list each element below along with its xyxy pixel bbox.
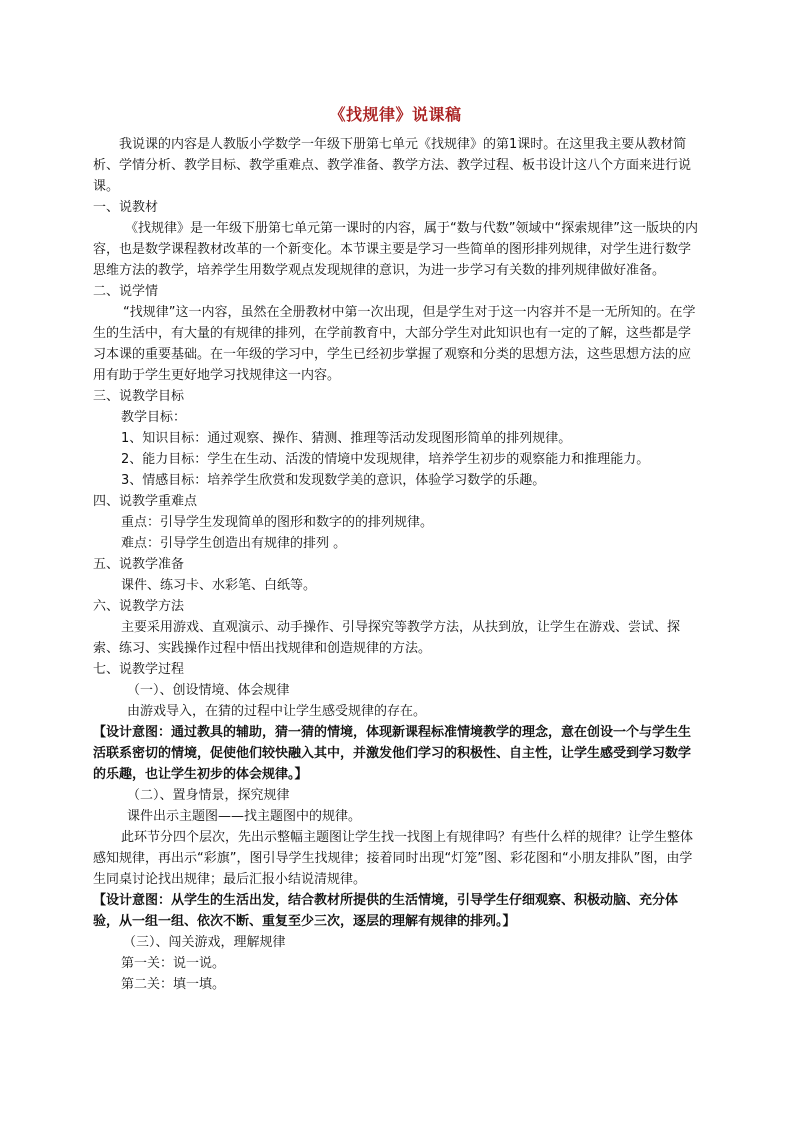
section-heading-preparation: 五、说教学准备 (93, 557, 185, 572)
design-intent-1: 【设计意图：通过教具的辅助，猜一猜的情境，体现新课程标准情境教学的理念，意在创设一个与学生生活联系密切的情境，促使他们较快融入其中，并激发他们学习的积极性、自主性，让学生感受到学习数学的乐趣，也让学生初步的体会规律。】 (93, 725, 692, 782)
methods-paragraph: 主要采用游戏、直观演示、动手操作、引导探究等教学方法，从扶到放，让学生在游戏、尝试、探索、练习、实践操作过程中悟出找规律和创造规律的方法。 (93, 620, 681, 656)
process-text-2: 课件出示主题图——找主题图中的规律。 (127, 809, 362, 824)
section-heading-student-analysis: 二、说学情 (93, 284, 159, 299)
game-level-2: 第二关：填一填。 (121, 977, 226, 992)
teaching-goals-label: 教学目标： (121, 410, 187, 425)
section-heading-key-points: 四、说教学重难点 (93, 494, 198, 509)
section-heading-process: 七、说教学过程 (93, 662, 185, 677)
difficult-point: 难点：引导学生创造出有规律的排列 。 (121, 536, 347, 551)
teaching-material-paragraph: 《找规律》是一年级下册第七单元第一课时的内容，属于“数与代数”领域中“探索规律”这一版块的内容，也是数学课程教材改革的一个新变化。本节课主要是学习一些简单的图形排列规律，对学生进行数学思维方法的教学，培养学生用数学观点发现规律的意识，为进一步学习有关数的排列规律做好准备。 (93, 221, 698, 278)
game-level-1: 第一关：说一说。 (121, 956, 226, 971)
document-title: 《找规律》说课稿 (329, 105, 462, 124)
goal-item: 3、情感目标：培养学生欣赏和发现数学美的意识，体验学习数学的乐趣。 (121, 473, 546, 488)
section-heading-teaching-goals: 三、说教学目标 (93, 389, 185, 404)
design-intent-2: 【设计意图：从学生的生活出发，结合教材所提供的生活情境，引导学生仔细观察、积极动脑、充分体验，从一组一组、依次不断、重复至少三次，逐层的理解有规律的排列。】 (93, 893, 679, 929)
student-analysis-paragraph: “找规律”这一内容，虽然在全册教材中第一次出现，但是学生对于这一内容并不是一无所知的。在学生的生活中，有大量的有规律的排列，在学前教育中，大部分学生对此知识也有一定的了解，这些都是学习本课的重要基础。在一年级的学习中，学生已经初步掌握了观察和分类的思想方法，这些思想方法的应用有助于学生更好地学习找规律这一内容。 (93, 305, 696, 383)
process-text-2b: 此环节分四个层次，先出示整幅主题图让学生找一找图上有规律吗？有些什么样的规律？让学生整体感知规律，再出示“彩旗”，图引导学生找规律；接着同时出现“灯笼”图、彩花图和“小朋友排队”图，由学生同桌讨论找出规律；最后汇报小结说清规律。 (93, 830, 694, 887)
section-heading-methods: 六、说教学方法 (93, 599, 185, 614)
key-point: 重点：引导学生发现简单的图形和数字的的排列规律。 (121, 515, 434, 530)
section-heading-teaching-material: 一、说教材 (93, 200, 159, 215)
process-subheading-2: （二）、置身情景，探究规律 (127, 788, 290, 803)
intro-paragraph: 我说课的内容是人教版小学数学一年级下册第七单元《找规律》的第1课时。在这里我主要从教材简析、学情分析、教学目标、教学重难点、教学准备、教学方法、教学过程、板书设计这八个方面来进行说课。 (93, 137, 692, 194)
goal-item: 1、知识目标：通过观察、操作、猜测、推理等活动发现图形简单的排列规律。 (121, 431, 572, 446)
goal-item: 2、能力目标：学生在生动、活泼的情境中发现规律，培养学生初步的观察能力和推理能力。 (121, 452, 650, 467)
process-subheading-1: （一）、创设情境、体会规律 (127, 683, 290, 698)
preparation-text: 课件、练习卡、水彩笔、白纸等。 (121, 578, 317, 593)
process-subheading-3: （三）、闯关游戏，理解规律 (123, 935, 286, 950)
process-text-1: 由游戏导入，在猜的过程中让学生感受规律的存在。 (127, 704, 427, 719)
